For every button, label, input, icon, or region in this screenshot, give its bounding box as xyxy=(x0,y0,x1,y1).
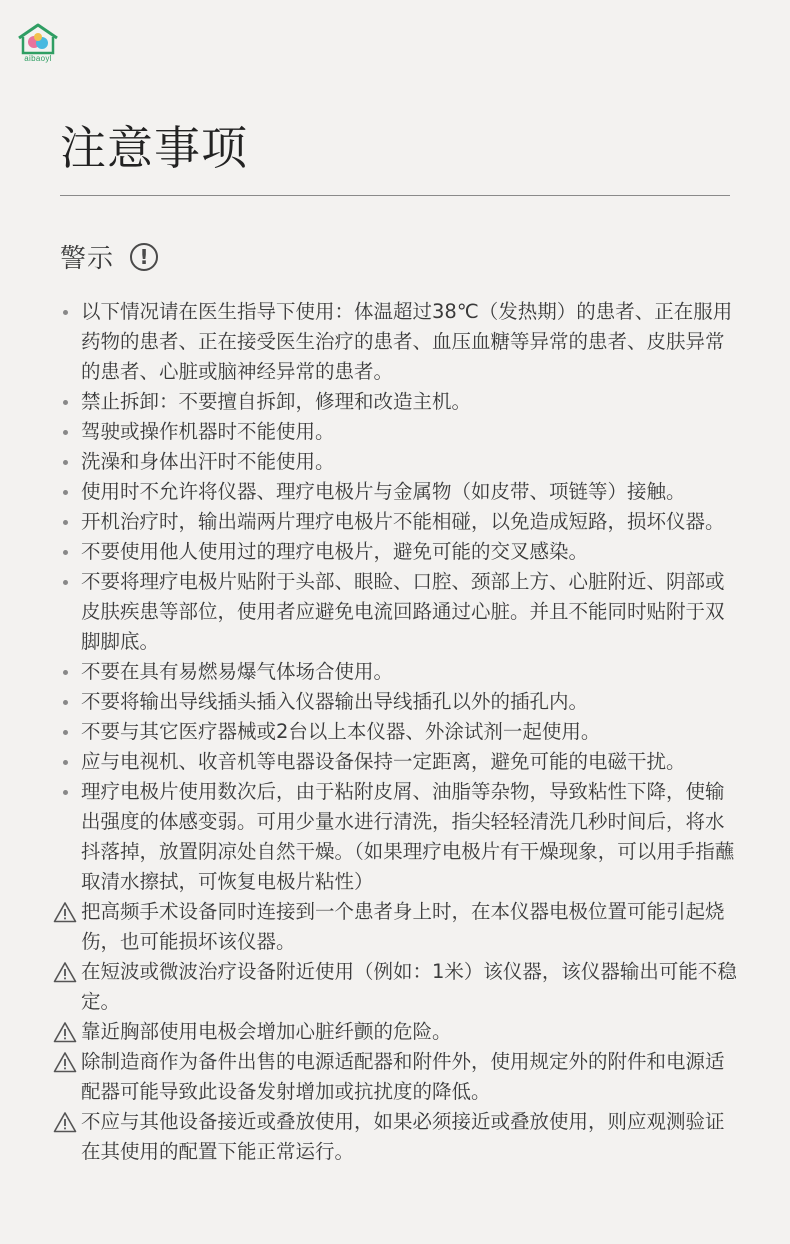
item-text: 开机治疗时，输出端两片理疗电极片不能相碰，以免造成短路，损坏仪器。 xyxy=(81,510,725,533)
bullet-dot-icon xyxy=(52,717,78,747)
item-text: 洗澡和身体出汗时不能使用。 xyxy=(81,450,335,473)
list-item xyxy=(52,657,737,687)
list-item xyxy=(52,297,737,387)
bullet-dot-icon xyxy=(52,657,78,687)
precautions-list xyxy=(52,297,737,1167)
logo-icon xyxy=(15,22,61,56)
item-text: 把高频手术设备同时连接到一个患者身上时，在本仪器电极位置可能引起烧伤，也可能损坏该仪器。 xyxy=(81,900,725,953)
divider xyxy=(60,195,730,196)
exclamation-circle-icon: ! xyxy=(130,243,158,271)
list-item xyxy=(52,537,737,567)
item-text: 不要将输出导线插头插入仪器输出导线插孔以外的插孔内。 xyxy=(81,690,589,713)
list-item xyxy=(52,747,737,777)
bullet-dot-icon xyxy=(52,507,78,537)
bullet-dot-icon xyxy=(52,447,78,477)
list-item xyxy=(52,567,737,657)
item-text: 在短波或微波治疗设备附近使用（例如：1米）该仪器，该仪器输出可能不稳定。 xyxy=(81,960,737,1013)
item-text: 使用时不允许将仪器、理疗电极片与金属物（如皮带、项链等）接触。 xyxy=(81,480,686,503)
caution-item xyxy=(52,1017,737,1047)
item-text: 不要使用他人使用过的理疗电极片，避免可能的交叉感染。 xyxy=(81,540,589,563)
brand-logo xyxy=(14,22,62,63)
item-text: 不应与其他设备接近或叠放使用，如果必须接近或叠放使用，则应观测验证在其使用的配置下能正常运行。 xyxy=(81,1110,725,1163)
caution-item xyxy=(52,1047,737,1107)
caution-item xyxy=(52,1107,737,1167)
warning-triangle-icon xyxy=(52,957,78,987)
warning-triangle-icon xyxy=(52,1017,78,1047)
item-text: 驾驶或操作机器时不能使用。 xyxy=(81,420,335,443)
list-item xyxy=(52,777,737,897)
list-item xyxy=(52,447,737,477)
caution-item xyxy=(52,897,737,957)
item-text: 禁止拆卸：不要擅自拆卸，修理和改造主机。 xyxy=(81,390,472,413)
item-text: 不要在具有易燃易爆气体场合使用。 xyxy=(81,660,394,683)
bullet-dot-icon xyxy=(52,687,78,717)
warning-heading xyxy=(60,238,158,275)
list-item xyxy=(52,507,737,537)
list-item xyxy=(52,717,737,747)
warning-heading-text: 警示 xyxy=(60,244,115,274)
warning-triangle-icon xyxy=(52,897,78,927)
item-text: 不要将理疗电极片贴附于头部、眼睑、口腔、颈部上方、心脏附近、阴部或皮肤疾患等部位，使用者应避免电流回路通过心脏。并且不能同时贴附于双脚脚底。 xyxy=(81,570,725,653)
item-text: 靠近胸部使用电极会增加心脏纤颤的危险。 xyxy=(81,1020,452,1043)
bullet-dot-icon xyxy=(52,537,78,567)
page-title: 注意事项 xyxy=(60,121,248,175)
bullet-dot-icon xyxy=(52,747,78,777)
bullet-dot-icon xyxy=(52,387,78,417)
logo-text: aibaoyl xyxy=(24,54,52,63)
bullet-dot-icon xyxy=(52,777,78,807)
bullet-dot-icon xyxy=(52,297,78,327)
bullet-dot-icon xyxy=(52,417,78,447)
list-item xyxy=(52,687,737,717)
item-text: 应与电视机、收音机等电器设备保持一定距离，避免可能的电磁干扰。 xyxy=(81,750,686,773)
bullet-dot-icon xyxy=(52,567,78,597)
bullet-dot-icon xyxy=(52,477,78,507)
item-text: 以下情况请在医生指导下使用：体温超过38℃（发热期）的患者、正在服用药物的患者、正在接受医生治疗的患者、血压血糖等异常的患者、皮肤异常的患者、心脏或脑神经异常的患者。 xyxy=(81,300,733,383)
list-item xyxy=(52,387,737,417)
item-text: 不要与其它医疗器械或2台以上本仪器、外涂试剂一起使用。 xyxy=(81,720,601,743)
warning-triangle-icon xyxy=(52,1107,78,1137)
list-item xyxy=(52,477,737,507)
warning-triangle-icon xyxy=(52,1047,78,1077)
item-text: 理疗电极片使用数次后，由于粘附皮屑、油脂等杂物，导致粘性下降，使输出强度的体感变弱。可用少量水进行清洗，指尖轻轻清洗几秒时间后，将水抖落掉，放置阴凉处自然干燥。（如果理疗电极片有干燥现象，可以用手指蘸取清水擦拭，可恢复电极片粘性） xyxy=(81,780,735,893)
list-item xyxy=(52,417,737,447)
item-text: 除制造商作为备件出售的电源适配器和附件外，使用规定外的附件和电源适配器可能导致此设备发射增加或抗扰度的降低。 xyxy=(81,1050,725,1103)
caution-item xyxy=(52,957,737,1017)
